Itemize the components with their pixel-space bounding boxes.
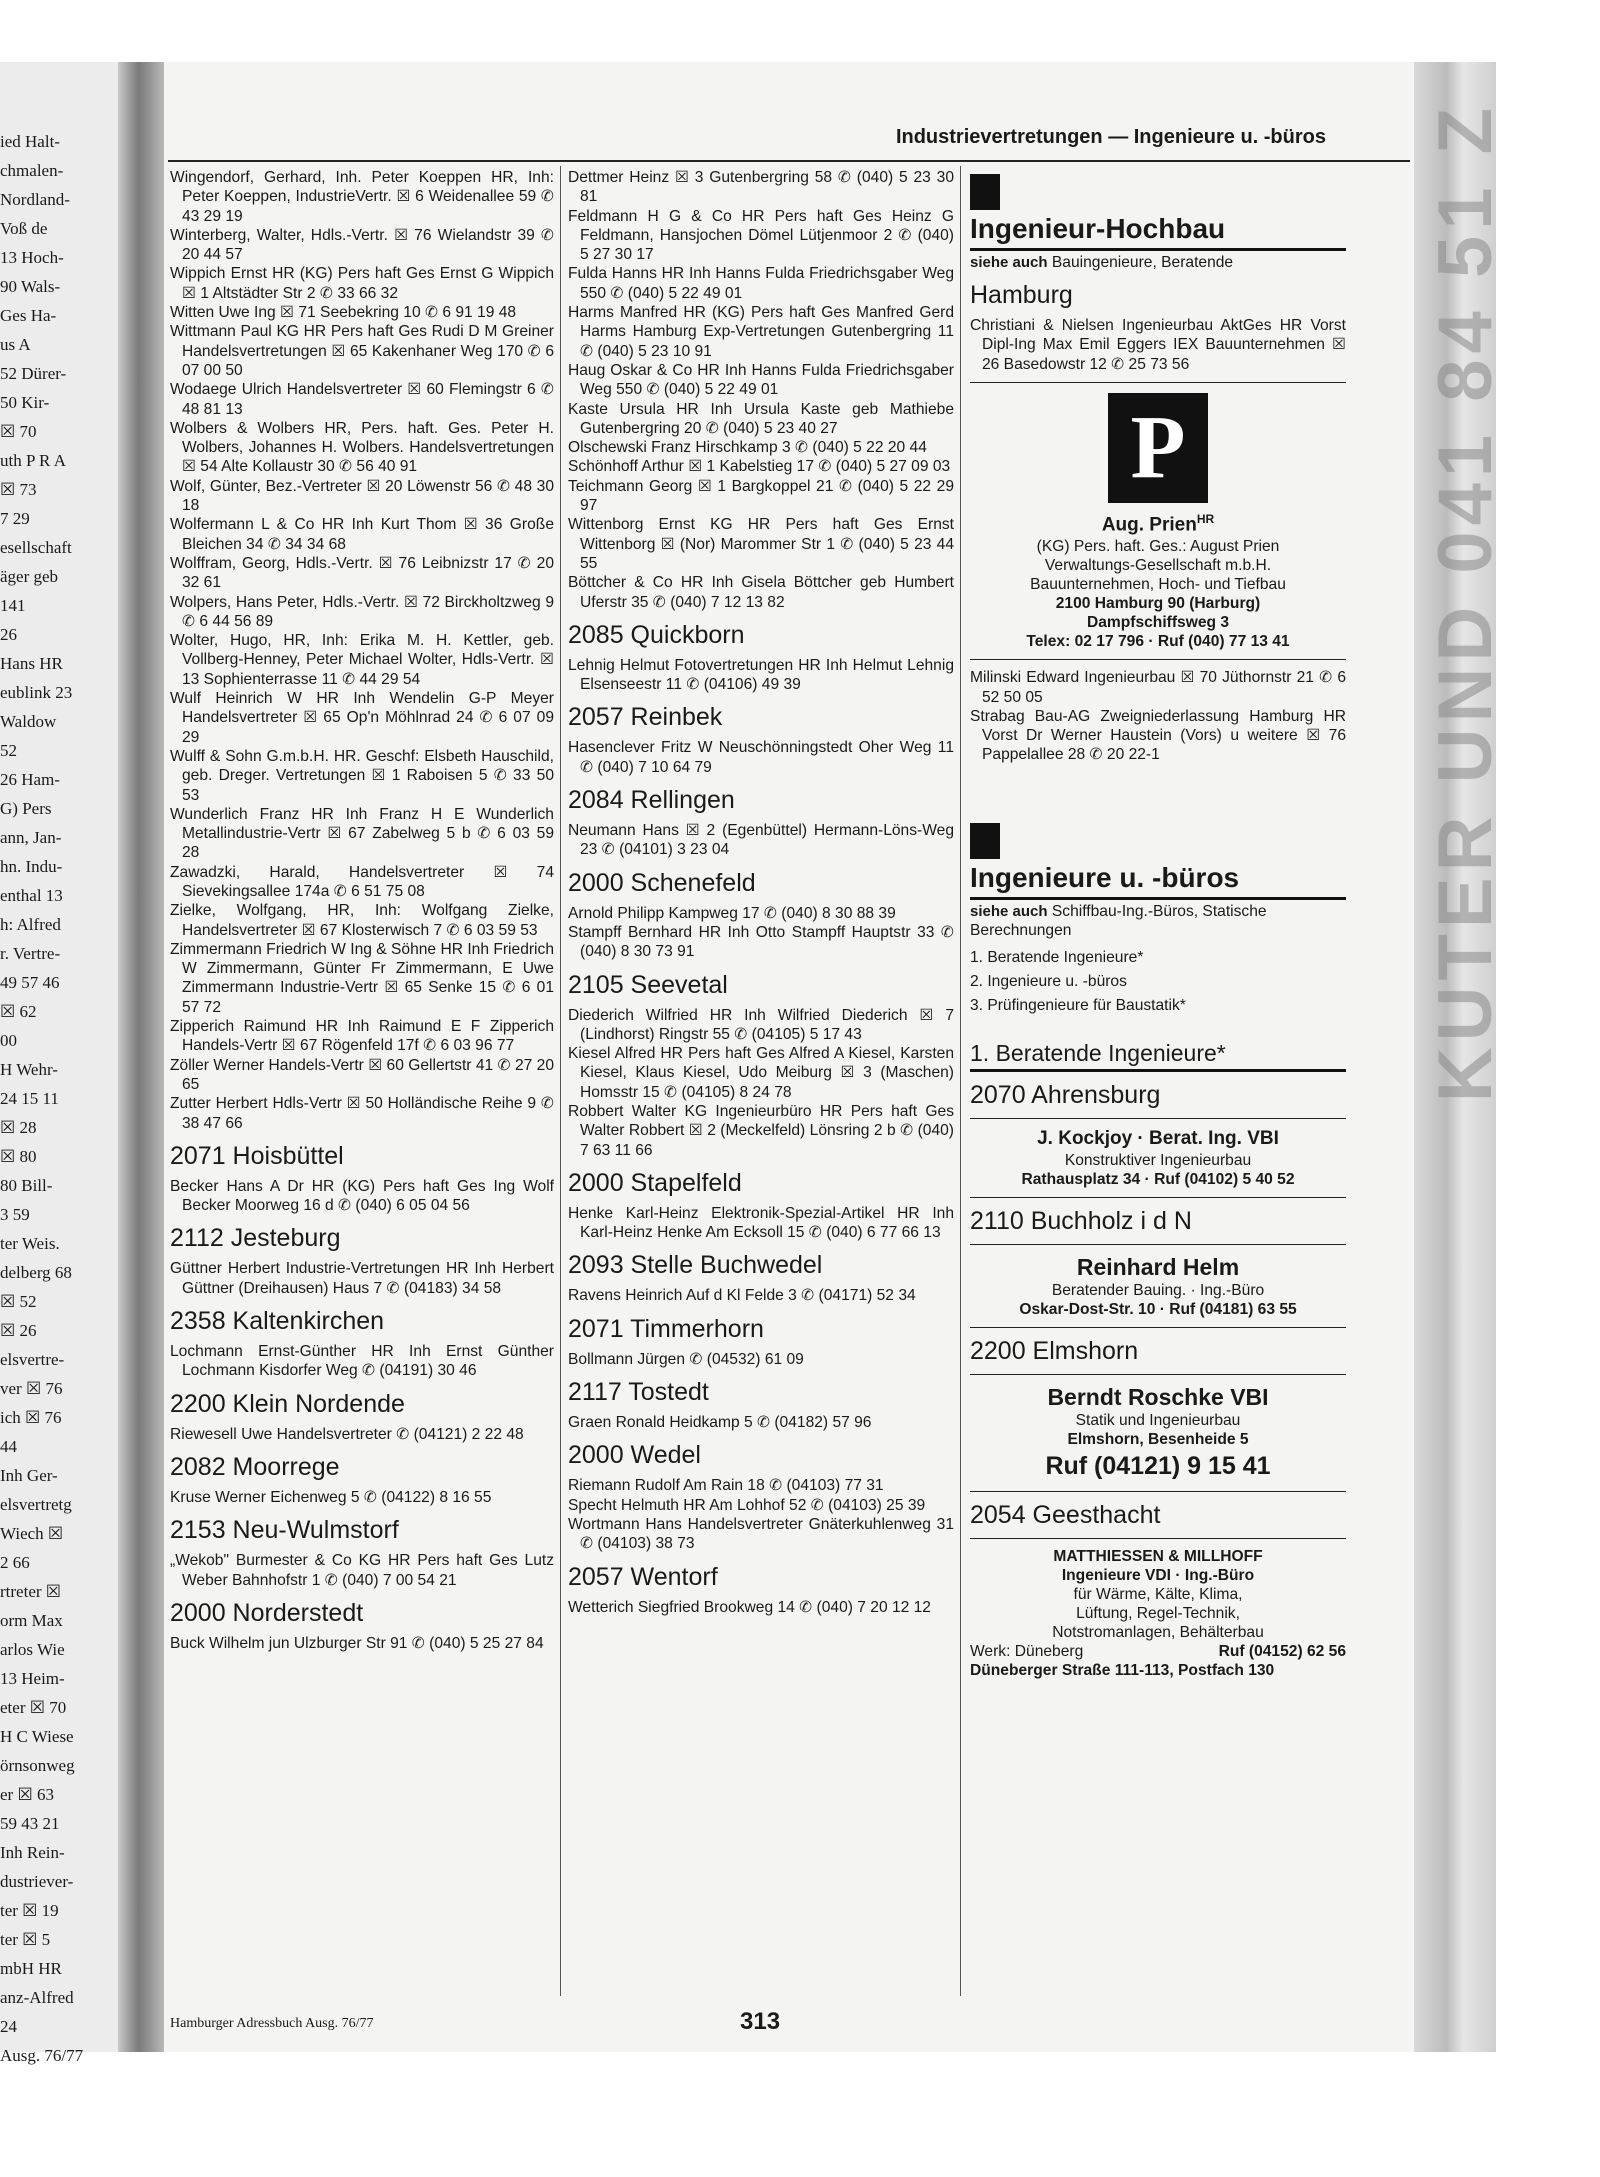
list-item: Stampff Bernhard HR Inh Otto Stampff Hauptstr 33 ✆ (040) 8 30 73 91	[568, 923, 954, 961]
facing-page-text: 59 43 21	[0, 1814, 60, 1833]
ad-hr-mark: HR	[1196, 511, 1215, 526]
facing-page-text: ☒ 26	[0, 1321, 37, 1340]
section-title: Ingenieur-Hochbau	[970, 213, 1226, 244]
facing-page-text: h: Alfred	[0, 915, 61, 934]
facing-page-text: elsvertretg	[0, 1495, 72, 1514]
facing-page-text: ter ☒ 19	[0, 1901, 59, 1920]
list-item: Strabag Bau-AG Zweigniederlassung Hamburg HR Vorst Dr Werner Haustein (Vors) u weitere ☒ 76 Pappelallee 28 ✆ 20 22-1	[970, 707, 1346, 764]
list-item: Hasenclever Fritz W Neuschönningstedt Oher Weg 11 ✆ (040) 7 10 64 79	[568, 739, 954, 776]
town-heading: 2153 Neu-Wulmstorf	[170, 1516, 399, 1545]
ad-rule	[970, 659, 1346, 660]
facing-page-text: ver ☒ 76	[0, 1379, 63, 1398]
facing-page-text: delberg 68	[0, 1263, 72, 1282]
list-item: Kiesel Alfred HR Pers haft Ges Alfred A Kiesel, Karsten Kiesel, Klaus Kiesel, Udo Meiburg ☒ 3 (Maschen) Homsstr 15 ✆ (04105) 8 24 78	[568, 1045, 954, 1101]
town-heading: 2093 Stelle Buchwedel	[568, 1251, 823, 1280]
list-item: Wolfermann L & Co HR Inh Kurt Thom ☒ 36 Große Bleichen 34 ✆ 34 34 68	[170, 516, 554, 553]
facing-page-text: hn. Indu-	[0, 857, 63, 876]
facing-page-text: uth P R A	[0, 451, 66, 470]
list-item: Lehnig Helmut Fotovertretungen HR Inh Helmut Lehnig Elsenseestr 11 ✆ (04106) 49 39	[568, 656, 954, 694]
list-item: Riewesell Uwe Handelsvertreter ✆ (04121) 2 22 48	[170, 1425, 524, 1443]
ad-line: Konstruktiver Ingenieurbau	[1064, 1151, 1252, 1169]
facing-page-text: enthal 13	[0, 886, 63, 905]
facing-page-text: rtreter ☒	[0, 1582, 62, 1601]
scanned-page	[0, 62, 1508, 2065]
ad-line: Verwaltungs-Gesellschaft m.b.H.	[1044, 557, 1272, 575]
list-item: Diederich Wilfried HR Inh Wilfried Diederich ☒ 7 (Lindhorst) Ringstr 55 ✆ (04105) 5 17 43	[568, 1006, 954, 1043]
ad-rule	[970, 1491, 1346, 1492]
town-heading: 2054 Geesthacht	[970, 1500, 1161, 1529]
town-heading: 2085 Quickborn	[568, 620, 745, 649]
list-item: Feldmann H G & Co HR Pers haft Ges Heinz G Feldmann, Hansjochen Dömel Lütjenmoor 2 ✆ (040) 5 27 30 17	[568, 207, 954, 264]
ad-line: J. Kockjoy · Berat. Ing. VBI	[1037, 1127, 1279, 1149]
list-item: Wolffram, Georg, Hdls.-Vertr. ☒ 76 Leibnizstr 17 ✆ 20 32 61	[170, 554, 554, 592]
town-heading: 2000 Norderstedt	[170, 1598, 364, 1627]
ad-line: Lüftung, Regel-Technik,	[1076, 1604, 1240, 1622]
list-item: Christiani & Nielsen Ingenieurbau AktGes HR Vorst Dipl-Ing Max Emil Eggers IEX Bauunternehmen ☒ 26 Basedowstr 12 ✆ 25 73 56	[970, 317, 1346, 373]
column-rule	[560, 166, 561, 1996]
page-number: 313	[740, 2008, 781, 2035]
list-item: Schönhoff Arthur ☒ 1 Kabelstieg 17 ✆ (040) 5 27 09 03	[568, 458, 951, 476]
ad-line: Notstromanlagen, Behälterbau	[1052, 1623, 1264, 1641]
list-item: „Wekob" Burmester & Co KG HR Pers haft Ges Lutz Weber Bahnhofstr 1 ✆ (040) 7 00 54 21	[170, 1552, 554, 1589]
list-item: Zimmermann Friedrich W Ing & Söhne HR Inh Friedrich W Zimmermann, Günter Fr Zimmermann, E Uwe Zimmermann Industrie-Vertr ☒ 65 Senke 15 ✆ 6 01 57 72	[170, 940, 554, 1016]
facing-page-text: 80 Bill-	[0, 1176, 53, 1195]
subsection-item: 2. Ingenieure u. -büros	[970, 972, 1127, 990]
list-item: Wolpers, Hans Peter, Hdls.-Vertr. ☒ 72 Birckholtzweg 9 ✆ 6 44 56 89	[170, 593, 554, 630]
logo-letter: P	[1130, 398, 1186, 498]
list-item: Lochmann Ernst-Günther HR Inh Ernst Günther Lochmann Kisdorfer Weg ✆ (04191) 30 46	[170, 1343, 554, 1380]
column-1	[170, 168, 554, 1653]
list-item: Wulff & Sohn G.m.b.H. HR. Geschf: Elsbeth Hauschild, geb. Dreger. Vertretungen ☒ 1 Raboisen 5 ✆ 33 50 53	[170, 747, 554, 804]
list-item: Teichmann Georg ☒ 1 Bargkoppel 21 ✆ (040) 5 22 29 97	[568, 477, 954, 515]
facing-page-text: Ges Ha-	[0, 306, 57, 325]
facing-page-text: Ausg. 76/77	[0, 2046, 84, 2065]
list-item: Winterberg, Walter, Hdls.-Vertr. ☒ 76 Wielandstr 39 ✆ 20 44 57	[170, 226, 554, 264]
list-item: Zipperich Raimund HR Inh Raimund E F Zipperich Handels-Vertr ☒ 67 Rögenfeld 17f ✆ 6 03 96 77	[170, 1018, 554, 1055]
facing-page-text: 52	[0, 741, 17, 760]
facing-page-text: ☒ 28	[0, 1118, 37, 1137]
facing-page-text: 90 Wals-	[0, 277, 61, 296]
list-item: Güttner Herbert Industrie-Vertretungen HR Inh Herbert Güttner (Dreihausen) Haus 7 ✆ (04183) 34 58	[170, 1260, 554, 1297]
facing-page-text: ich ☒ 76	[0, 1408, 62, 1427]
list-item: Milinski Edward Ingenieurbau ☒ 70 Jüthornstr 21 ✆ 6 52 50 05	[970, 669, 1346, 706]
facing-page-text: Inh Rein-	[0, 1843, 65, 1862]
list-item: Wolf, Günter, Bez.-Vertreter ☒ 20 Löwenstr 56 ✆ 48 30 18	[170, 477, 554, 515]
town-heading: 2200 Klein Nordende	[170, 1389, 405, 1418]
ad-line: Bauunternehmen, Hoch- und Tiefbau	[1030, 576, 1286, 594]
town-heading: 2071 Timmerhorn	[568, 1314, 764, 1343]
ad-company-name	[970, 507, 1346, 537]
town-heading: 2000 Stapelfeld	[568, 1168, 742, 1197]
facing-page-text: 26	[0, 625, 17, 644]
list-item: Zielke, Wolfgang, HR, Inh: Wolfgang Zielke, Handelsvertreter ☒ 67 Klosterwisch 7 ✆ 6 03 59 53	[170, 902, 554, 939]
list-item: Riemann Rudolf Am Rain 18 ✆ (04103) 77 31	[568, 1477, 884, 1495]
list-item: Wippich Ernst HR (KG) Pers haft Ges Ernst G Wippich ☒ 1 Altstädter Str 2 ✆ 33 66 32	[170, 265, 554, 302]
ad-phone: Ruf (04152) 62 56	[1218, 1642, 1346, 1660]
ad-rule	[970, 1244, 1346, 1245]
facing-page-text: 52 Dürer-	[0, 364, 67, 383]
list-item: Wittenborg Ernst KG HR Pers haft Ges Ernst Wittenborg ☒ (Nor) Marommer Str 1 ✆ (040) 5 23 44 55	[568, 516, 954, 572]
facing-page-text: Waldow	[0, 712, 57, 731]
town-heading: Hamburg	[970, 281, 1073, 309]
town-heading: 2117 Tostedt	[568, 1378, 709, 1407]
ad-line: Berndt Roschke VBI	[1047, 1383, 1269, 1410]
facing-page-text: 44	[0, 1437, 17, 1456]
ad-rule	[970, 1197, 1346, 1198]
facing-page-text: 2 66	[0, 1553, 30, 1572]
ad-rule	[970, 1327, 1346, 1328]
ad-line: Dampfschiffsweg 3	[1086, 614, 1230, 632]
list-item: Wetterich Siegfried Brookweg 14 ✆ (040) 7 20 12 12	[568, 1598, 931, 1616]
advertisement-prien	[970, 393, 1346, 651]
section-title: Ingenieure u. -büros	[970, 861, 1240, 893]
list-item: Wingendorf, Gerhard, Inh. Peter Koeppen HR, Inh: Peter Koeppen, IndustrieVertr. ☒ 6 Weidenallee 59 ✆ 43 29 19	[170, 169, 554, 225]
facing-page-text: ☒ 73	[0, 480, 37, 499]
ad-line: MATTHIESSEN & MILLHOFF	[1053, 1547, 1263, 1565]
list-item: Becker Hans A Dr HR (KG) Pers haft Ges Ing Wolf Becker Moorweg 16 d ✆ (040) 6 05 04 56	[170, 1177, 554, 1215]
list-item: Wolbers & Wolbers HR, Pers. haft. Ges. Peter H. Wolbers, Johannes H. Wolbers. Handelsvertretungen ☒ 54 Alte Kollaustr 30 ✆ 56 40 91	[170, 419, 554, 476]
section-rule	[970, 897, 1346, 900]
list-item: Kruse Werner Eichenweg 5 ✆ (04122) 8 16 55	[170, 1488, 492, 1506]
list-item: Wittmann Paul KG HR Pers haft Ges Rudi D M Greiner Handelsvertretungen ☒ 65 Kakenhaner Weg 170 ✆ 6 07 00 50	[170, 323, 554, 379]
footer-imprint: Hamburger Adressbuch Ausg. 76/77	[170, 2016, 374, 2031]
section-marker	[970, 174, 1000, 210]
list-item: Harms Manfred HR (KG) Pers haft Ges Manfred Gerd Harms Hamburg Exp-Vertretungen Gutenbergring 11 ✆ (040) 5 23 10 91	[568, 304, 954, 360]
see-also-label: siehe auch	[970, 902, 1048, 920]
ad-line: 2100 Hamburg 90 (Harburg)	[1055, 595, 1261, 613]
list-item: Henke Karl-Heinz Elektronik-Spezial-Artikel HR Inh Karl-Heinz Henke Am Ecksoll 15 ✆ (040) 6 77 66 13	[568, 1204, 954, 1242]
facing-page-text: anz-Alfred	[0, 1988, 74, 2007]
advertisement-helm	[970, 1253, 1346, 1319]
ad-name-text: Aug. Prien	[1101, 514, 1197, 536]
edge-imprint: KUTER UND 041 84 51 Z	[1423, 102, 1508, 1103]
see-also	[970, 902, 1346, 940]
section-rule	[970, 248, 1346, 251]
list-item: Buck Wilhelm jun Ulzburger Str 91 ✆ (040) 5 25 27 84	[170, 1634, 544, 1652]
facing-page-text: 50 Kir-	[0, 393, 50, 412]
column-2	[568, 168, 954, 1617]
facing-page-text: Inh Ger-	[0, 1466, 58, 1485]
subsection-list	[970, 946, 1346, 1018]
facing-page-text: ☒ 62	[0, 1002, 37, 1021]
facing-page-text: eublink 23	[0, 683, 73, 702]
advertisement-roschke	[970, 1383, 1346, 1483]
facing-page-text: H Wehr-	[0, 1060, 58, 1079]
facing-page-text: ☒ 80	[0, 1147, 37, 1166]
ad-line: Ingenieure VDI · Ing.-Büro	[1061, 1566, 1255, 1584]
ad-rule	[970, 1374, 1346, 1375]
facing-page-text: ter Weis.	[0, 1234, 60, 1253]
town-heading: 2105 Seevetal	[568, 970, 728, 999]
facing-page-text: eter ☒ 70	[0, 1698, 67, 1717]
facing-page-text: ☒ 52	[0, 1292, 37, 1311]
facing-page-text: äger geb	[0, 567, 59, 586]
facing-page-text: 24	[0, 2017, 17, 2036]
list-item: Graen Ronald Heidkamp 5 ✆ (04182) 57 96	[568, 1414, 872, 1432]
column-3	[970, 168, 1346, 1680]
facing-page-text: 24 15 11	[0, 1089, 59, 1108]
ad-rule	[970, 382, 1346, 383]
facing-page-text: ☒ 70	[0, 422, 37, 441]
facing-page-text: 13 Heim-	[0, 1669, 65, 1688]
facing-page-text: chmalen-	[0, 161, 64, 180]
facing-page-text: ter ☒ 5	[0, 1930, 51, 1949]
facing-page-text: r. Vertre-	[0, 944, 61, 963]
list-item: Ravens Heinrich Auf d Kl Felde 3 ✆ (04171) 52 34	[568, 1287, 916, 1305]
subsection-title: 1. Beratende Ingenieure*	[970, 1039, 1226, 1066]
header-rule	[168, 160, 1410, 162]
town-heading: 2200 Elmshorn	[970, 1336, 1139, 1365]
see-also-label: siehe auch	[970, 254, 1048, 271]
company-logo	[1108, 393, 1208, 503]
facing-page-text: 141	[0, 596, 26, 615]
facing-page-text: orm Max	[0, 1611, 63, 1630]
list-item: Olschewski Franz Hirschkamp 3 ✆ (040) 5 22 20 44	[568, 439, 927, 457]
facing-page-text: 26 Ham-	[0, 770, 60, 789]
facing-page-text: arlos Wie	[0, 1640, 65, 1659]
section-marker	[970, 823, 1000, 859]
list-item: Haug Oskar & Co HR Inh Hanns Fulda Friedrichsgaber Weg 550 ✆ (040) 5 22 49 01	[568, 361, 954, 399]
facing-page-text: 3 59	[0, 1205, 30, 1224]
ad-line: Düneberger Straße 111-113, Postfach 130	[970, 1661, 1275, 1679]
list-item: Kaste Ursula HR Inh Ursula Kaste geb Mathiebe Gutenbergring 20 ✆ (040) 5 23 40 27	[568, 400, 954, 437]
ad-line: Statik und Ingenieurbau	[1075, 1411, 1241, 1429]
see-also-text: Bauingenieure, Beratende	[1051, 254, 1234, 271]
town-heading: 2000 Schenefeld	[568, 868, 756, 897]
column-rule	[960, 166, 961, 1996]
list-item: Specht Helmuth HR Am Lohhof 52 ✆ (04103) 25 39	[568, 1496, 926, 1514]
directory-page	[164, 62, 1414, 2052]
town-heading: 2112 Jesteburg	[170, 1224, 341, 1253]
list-item: Wulf Heinrich W HR Inh Wendelin G-P Meyer Handelsvertreter ☒ 65 Op'n Möhlnrad 24 ✆ 6 07 09 29	[170, 690, 554, 746]
ad-rule	[970, 1538, 1346, 1539]
list-item: Dettmer Heinz ☒ 3 Gutenbergring 58 ✆ (040) 5 23 30 81	[568, 169, 954, 206]
list-item: Fulda Hanns HR Inh Hanns Fulda Friedrichsgaber Weg 550 ✆ (040) 5 22 49 01	[568, 265, 954, 302]
town-heading: 2084 Rellingen	[568, 786, 735, 815]
list-item: Wolter, Hugo, HR, Inh: Erika M. H. Kettler, geb. Vollberg-Henney, Peter Michael Wolter, Hdls-Vertr. ☒ 13 Sophienterrasse 11 ✆ 44 29 54	[170, 632, 554, 688]
facing-page-text: elsvertre-	[0, 1350, 65, 1369]
town-heading: 2358 Kaltenkirchen	[170, 1307, 385, 1336]
list-item: Neumann Hans ☒ 2 (Egenbüttel) Hermann-Löns-Weg 23 ✆ (04101) 3 23 04	[568, 822, 954, 859]
list-item: Wortmann Hans Handelsvertreter Gnäterkuhlenweg 31 ✆ (04103) 38 73	[568, 1515, 954, 1553]
list-item: Zutter Herbert Hdls-Vertr ☒ 50 Holländische Reihe 9 ✆ 38 47 66	[170, 1095, 554, 1132]
facing-page-text: 7 29	[0, 509, 30, 528]
ad-line: Ruf (04121) 9 15 41	[1045, 1451, 1271, 1480]
list-item: Arnold Philipp Kampweg 17 ✆ (040) 8 30 88 39	[568, 904, 896, 922]
facing-page-text: Hans HR	[0, 654, 63, 673]
town-heading: 2070 Ahrensburg	[970, 1080, 1161, 1109]
see-also-text: Schiffbau-Ing.-Büros, Statische Berechnungen	[970, 902, 1267, 939]
ad-line: Oskar-Dost-Str. 10 · Ruf (04181) 63 55	[1019, 1300, 1297, 1318]
town-heading: 2000 Wedel	[568, 1441, 701, 1470]
running-head: Industrievertretungen — Ingenieure u. -büros	[895, 126, 1326, 148]
facing-page-text: 49 57 46	[0, 973, 60, 992]
facing-page-text: 13 Hoch-	[0, 248, 64, 267]
book-gutter	[118, 62, 164, 2052]
ad-line: Rathausplatz 34 · Ruf (04102) 5 40 52	[1021, 1170, 1295, 1188]
list-item: Zöller Werner Handels-Vertr ☒ 60 Gellertstr 41 ✆ 27 20 65	[170, 1056, 554, 1093]
advertisement-kockjoy	[970, 1127, 1346, 1189]
ad-line: Telex: 02 17 796 · Ruf (040) 77 13 41	[1026, 633, 1290, 651]
list-item: Witten Uwe Ing ☒ 71 Seebekring 10 ✆ 6 91 19 48	[170, 304, 517, 322]
advertisement-matthiessen	[970, 1547, 1346, 1680]
facing-page-text: 00	[0, 1031, 17, 1050]
facing-page-text: mbH HR	[0, 1959, 62, 1978]
page-edge-tab	[1414, 62, 1508, 2052]
list-item: Zawadzki, Harald, Handelsvertreter ☒ 74 Sievekingsallee 174a ✆ 6 51 75 08	[170, 863, 554, 900]
list-item: Wunderlich Franz HR Inh Franz H E Wunderlich Metallindustrie-Vertr ☒ 67 Zabelweg 5 b ✆ 6 03 59 28	[170, 805, 554, 862]
facing-page-text: Nordland-	[0, 190, 70, 209]
ad-line: (KG) Pers. haft. Ges.: August Prien	[1036, 538, 1280, 556]
facing-page-text: ied Halt-	[0, 132, 60, 151]
subsection-item: 3. Prüfingenieure für Baustatik*	[970, 996, 1186, 1014]
town-heading: 2110 Buchholz i d N	[970, 1206, 1192, 1235]
facing-page-text: dustriever-	[0, 1872, 74, 1891]
facing-page-text: H C Wiese	[0, 1727, 74, 1746]
facing-page-text: Wiech ☒	[0, 1524, 64, 1543]
see-also	[970, 253, 1346, 272]
list-item: Robbert Walter KG Ingenieurbüro HR Pers haft Ges Walter Robbert ☒ 2 (Meckelfeld) Lönsring 2 b ✆ (040) 7 63 11 66	[568, 1102, 954, 1159]
subsection-item: 1. Beratende Ingenieure*	[970, 948, 1144, 966]
list-item: Bollmann Jürgen ✆ (04532) 61 09	[568, 1350, 804, 1368]
facing-page-text: ann, Jan-	[0, 828, 62, 847]
ad-rule	[970, 1118, 1346, 1119]
town-heading: 2057 Wentorf	[568, 1562, 718, 1591]
facing-page-text: us A	[0, 335, 31, 354]
facing-page-text: örnsonweg	[0, 1756, 75, 1775]
list-item: Wodaege Ulrich Handelsvertreter ☒ 60 Flemingstr 6 ✆ 48 81 13	[170, 381, 554, 418]
ad-line: Reinhard Helm	[1076, 1253, 1240, 1280]
ad-line	[970, 1642, 1346, 1661]
ad-line: für Wärme, Kälte, Klima,	[1073, 1585, 1243, 1603]
ad-works: Werk: Düneberg	[970, 1642, 1084, 1660]
section-rule	[970, 1069, 1346, 1072]
town-heading: 2071 Hoisbüttel	[170, 1141, 344, 1170]
facing-page-text: Voß de	[0, 219, 48, 238]
facing-page-fragment	[0, 62, 118, 2065]
town-heading: 2057 Reinbek	[568, 703, 723, 732]
ad-line: Beratender Bauing. · Ing.-Büro	[1051, 1281, 1265, 1299]
list-item: Böttcher & Co HR Inh Gisela Böttcher geb Humbert Uferstr 35 ✆ (040) 7 12 13 82	[568, 574, 954, 611]
town-heading: 2082 Moorrege	[170, 1452, 340, 1481]
facing-page-text: er ☒ 63	[0, 1785, 54, 1804]
facing-page-text: G) Pers	[0, 799, 52, 818]
facing-page-text: esellschaft	[0, 538, 72, 557]
ad-line: Elmshorn, Besenheide 5	[1067, 1430, 1249, 1448]
